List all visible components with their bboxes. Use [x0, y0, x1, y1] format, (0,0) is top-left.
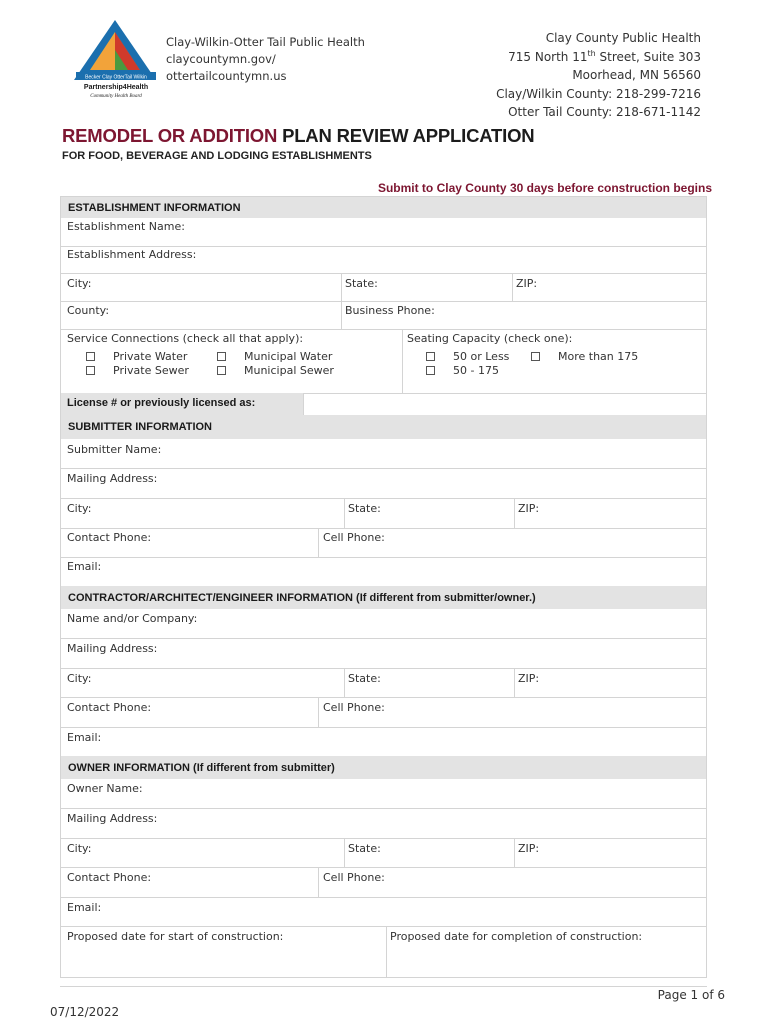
checkbox-seating-50-175[interactable]: 50 - 175: [426, 364, 499, 377]
checkbox-seating-more-than-175[interactable]: More than 175: [531, 350, 638, 363]
contractor-mailing-address-field[interactable]: Mailing Address:: [67, 642, 158, 655]
agency-contact-left: [166, 34, 365, 85]
establishment-state-field[interactable]: State:: [345, 277, 378, 290]
checkbox-private-sewer[interactable]: Private Sewer: [86, 364, 189, 377]
submitter-mailing-address-field[interactable]: Mailing Address:: [67, 472, 158, 485]
title-rest: PLAN REVIEW APPLICATION: [277, 125, 535, 146]
submitter-cell-phone-field[interactable]: Cell Phone:: [323, 531, 385, 544]
owner-name-field[interactable]: Owner Name:: [67, 782, 143, 795]
page-title: [62, 125, 534, 147]
establishment-name-field[interactable]: Establishment Name:: [67, 220, 185, 233]
section-header-contractor: CONTRACTOR/ARCHITECT/ENGINEER INFORMATION (If different from submitter/owner.): [61, 586, 706, 609]
establishment-zip-field[interactable]: ZIP:: [516, 277, 538, 290]
submitter-state-field[interactable]: State:: [348, 502, 381, 515]
submission-notice: Submit to Clay County 30 days before construction begins: [377, 181, 712, 195]
section-header-establishment: ESTABLISHMENT INFORMATION: [61, 197, 706, 218]
submitter-contact-phone-field[interactable]: Contact Phone:: [67, 531, 152, 544]
establishment-address-field[interactable]: Establishment Address:: [67, 248, 197, 261]
construction-completion-date-field[interactable]: Proposed date for completion of construction:: [390, 930, 643, 943]
application-form: [60, 196, 707, 978]
clay-website[interactable]: claycountymn.gov/: [166, 52, 276, 66]
address-office-name: Clay County Public Health: [545, 31, 701, 45]
seating-capacity-label: Seating Capacity (check one):: [407, 332, 573, 345]
establishment-city-field[interactable]: City:: [67, 277, 92, 290]
license-label: License # or previously licensed as:: [67, 397, 256, 409]
contractor-state-field[interactable]: State:: [348, 672, 381, 685]
agency-address-right: [496, 29, 701, 122]
owner-cell-phone-field[interactable]: Cell Phone:: [323, 871, 385, 884]
checkbox-municipal-water[interactable]: Municipal Water: [217, 350, 332, 363]
contractor-cell-phone-field[interactable]: Cell Phone:: [323, 701, 385, 714]
phone-otter-tail: Otter Tail County: 218-671-1142: [508, 105, 701, 119]
owner-city-field[interactable]: City:: [67, 842, 92, 855]
owner-state-field[interactable]: State:: [348, 842, 381, 855]
submitter-name-field[interactable]: Submitter Name:: [67, 443, 162, 456]
title-accent: REMODEL OR ADDITION: [62, 125, 278, 146]
owner-zip-field[interactable]: ZIP:: [518, 842, 540, 855]
section-header-owner: OWNER INFORMATION (If different from submitter): [61, 756, 706, 779]
license-input[interactable]: [304, 394, 706, 415]
contractor-email-field[interactable]: Email:: [67, 731, 102, 744]
logo-triangle-graphic: [70, 18, 170, 108]
business-phone-field[interactable]: Business Phone:: [345, 304, 435, 317]
phone-clay-wilkin: Clay/Wilkin County: 218-299-7216: [496, 86, 701, 101]
footer-divider: [60, 986, 707, 987]
contractor-city-field[interactable]: City:: [67, 672, 92, 685]
submitter-zip-field[interactable]: ZIP:: [518, 502, 540, 515]
checkbox-municipal-sewer[interactable]: Municipal Sewer: [217, 364, 334, 377]
contractor-zip-field[interactable]: ZIP:: [518, 672, 540, 685]
checkbox-private-water[interactable]: Private Water: [86, 350, 187, 363]
partnership4health-logo: [70, 18, 170, 108]
address-street: 715 North 11th Street, Suite 303: [508, 48, 701, 64]
contractor-contact-phone-field[interactable]: Contact Phone:: [67, 701, 152, 714]
section-header-submitter: SUBMITTER INFORMATION: [61, 415, 706, 439]
page-subtitle: FOR FOOD, BEVERAGE AND LODGING ESTABLISHMENTS: [62, 150, 372, 162]
contractor-name-field[interactable]: Name and/or Company:: [67, 612, 198, 625]
ottertail-website[interactable]: ottertailcountymn.us: [166, 69, 287, 83]
submitter-email-field[interactable]: Email:: [67, 560, 102, 573]
page-number: Page 1 of 6: [657, 988, 725, 1002]
submitter-city-field[interactable]: City:: [67, 502, 92, 515]
construction-start-date-field[interactable]: Proposed date for start of construction:: [67, 930, 284, 943]
logo-tagline: Community Health Board: [90, 94, 142, 99]
logo-bar-text: Becker Clay OtterTail Wilkin: [85, 74, 147, 81]
checkbox-seating-50-or-less[interactable]: 50 or Less: [426, 350, 509, 363]
agency-name: Clay-Wilkin-Otter Tail Public Health: [166, 35, 365, 49]
owner-contact-phone-field[interactable]: Contact Phone:: [67, 871, 152, 884]
service-connections-label: Service Connections (check all that apply):: [67, 332, 304, 345]
address-city: Moorhead, MN 56560: [572, 68, 701, 82]
establishment-county-field[interactable]: County:: [67, 304, 110, 317]
logo-name: Partnership4Health: [83, 84, 149, 91]
owner-email-field[interactable]: Email:: [67, 901, 102, 914]
owner-mailing-address-field[interactable]: Mailing Address:: [67, 812, 158, 825]
revision-date: 07/12/2022: [50, 1005, 120, 1019]
